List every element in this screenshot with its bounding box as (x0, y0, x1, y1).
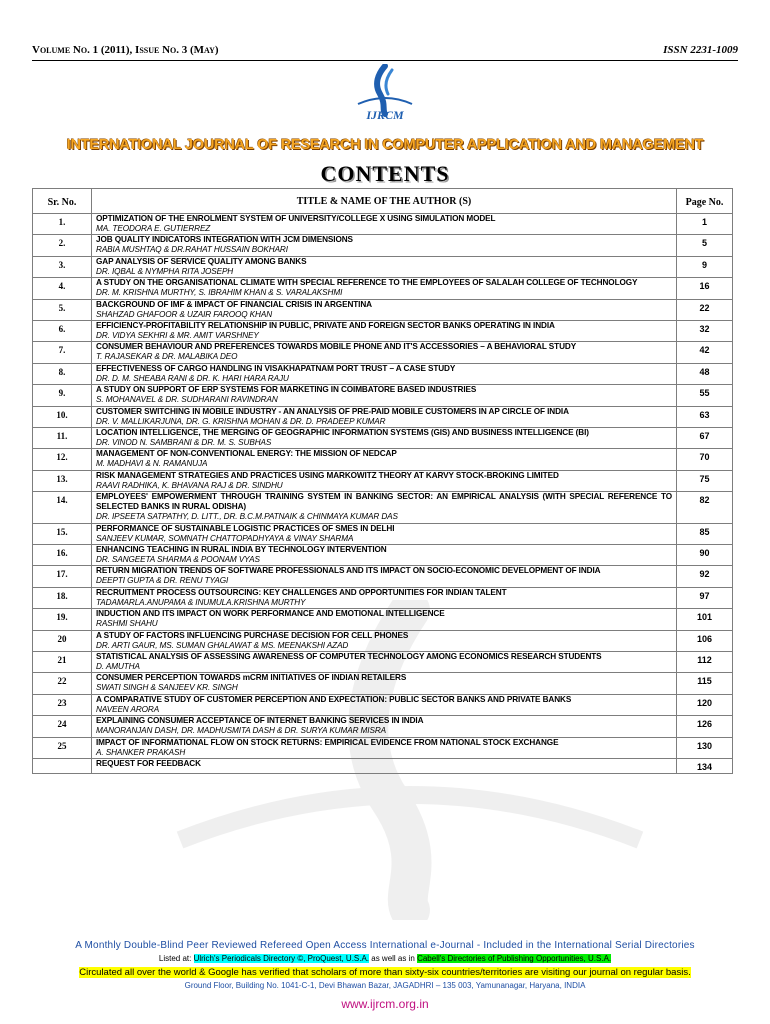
table-row (33, 609, 733, 630)
row-title-cell (92, 278, 677, 299)
table-row (33, 630, 733, 651)
paper-authors: DR. IPSEETA SATPATHY, D. LITT., DR. B.C.M.PATNAIK & CHINMAYA KUMAR DAS (96, 512, 398, 522)
row-sr-no: 18. (33, 587, 92, 608)
paper-title[interactable]: RECRUITMENT PROCESS OUTSOURCING: KEY CHALLENGES AND OPPORTUNITIES FOR INDIAN TALENT (96, 587, 507, 597)
row-page-no: 9 (677, 256, 733, 277)
listed-mid: as well as in (369, 954, 418, 963)
contents-table (32, 188, 733, 774)
paper-title[interactable]: JOB QUALITY INDICATORS INTEGRATION WITH JCM DIMENSIONS (96, 235, 353, 245)
paper-title[interactable]: RETURN MIGRATION TRENDS OF SOFTWARE PROFESSIONALS AND ITS IMPACT ON SOCIO-ECONOMIC DEVELOPMENT OF INDIA (96, 566, 601, 576)
paper-title[interactable]: EFFICIENCY-PROFITABILITY RELATIONSHIP IN PUBLIC, PRIVATE AND FOREIGN SECTOR BANKS OPERATING IN INDIA (96, 321, 555, 331)
row-title-cell (92, 492, 677, 523)
row-sr-no: 6. (33, 321, 92, 342)
cabell-link[interactable]: Cabell's Directories of Publishing Opportunities, U.S.A. (417, 954, 612, 963)
row-title-cell (92, 566, 677, 587)
table-row (33, 470, 733, 491)
row-title-cell (92, 630, 677, 651)
table-row (33, 235, 733, 256)
row-title-cell (92, 759, 677, 774)
table-row (33, 449, 733, 470)
row-title-cell (92, 470, 677, 491)
row-sr-no: 16. (33, 545, 92, 566)
table-row (33, 385, 733, 406)
row-title-cell (92, 214, 677, 235)
row-sr-no: 8. (33, 363, 92, 384)
paper-authors: RABIA MUSHTAQ & DR.RAHAT HUSSAIN BOKHARI (96, 245, 288, 255)
paper-authors: M. MADHAVI & N. RAMANUJA (96, 459, 208, 469)
paper-title[interactable]: EXPLAINING CONSUMER ACCEPTANCE OF INTERNET BANKING SERVICES IN INDIA (96, 716, 424, 726)
row-page-no: 92 (677, 566, 733, 587)
footer-listed (0, 954, 770, 963)
paper-title[interactable]: MANAGEMENT OF NON-CONVENTIONAL ENERGY: THE MISSION OF NEDCAP (96, 449, 397, 459)
paper-authors: SANJEEV KUMAR, SOMNATH CHATTOPADHYAYA & VINAY SHARMA (96, 533, 354, 543)
row-page-no: 42 (677, 342, 733, 363)
row-title-cell (92, 523, 677, 544)
row-title-cell (92, 342, 677, 363)
row-title-cell (92, 363, 677, 384)
table-row (33, 406, 733, 427)
volume-issue: Volume No. 1 (2011), Issue No. 3 (May) (32, 44, 219, 56)
row-title-cell (92, 385, 677, 406)
row-title-cell (92, 545, 677, 566)
paper-title[interactable]: STATISTICAL ANALYSIS OF ASSESSING AWARENESS OF COMPUTER TECHNOLOGY AMONG ECONOMICS RESEARCH STUDENTS (96, 652, 602, 662)
paper-authors: DR. V. MALLIKARJUNA, DR. G. KRISHNA MOHAN & DR. D. PRADEEP KUMAR (96, 416, 386, 426)
row-page-no: 115 (677, 673, 733, 694)
table-row (33, 673, 733, 694)
paper-title[interactable]: BACKGROUND OF IMF & IMPACT OF FINANCIAL CRISIS IN ARGENTINA (96, 299, 372, 309)
paper-authors: DR. VIDYA SEKHRI & MR. AMIT VARSHNEY (96, 330, 259, 340)
footer-address: Ground Floor, Building No. 1041-C-1, Devi Bhawan Bazar, JAGADHRI – 135 003, Yamunanagar, Haryana, INDIA (184, 981, 586, 990)
paper-title[interactable]: OPTIMIZATION OF THE ENROLMENT SYSTEM OF UNIVERSITY/COLLEGE X USING SIMULATION MODEL (96, 214, 496, 223)
row-sr-no: 25 (33, 737, 92, 758)
footer-circulated: Circulated all over the world & Google has verified that scholars of more than sixty-six countries/territories are visiting our journal on regular basis. (79, 967, 691, 978)
footer-website-link[interactable]: www.ijrcm.org.in (341, 997, 429, 1011)
row-sr-no (33, 759, 92, 774)
table-row (33, 299, 733, 320)
table-row (33, 737, 733, 758)
paper-title[interactable]: A COMPARATIVE STUDY OF CUSTOMER PERCEPTION AND EXPECTATION: PUBLIC SECTOR BANKS AND PRIVATE BANKS (96, 694, 572, 704)
row-page-no: 82 (677, 492, 733, 523)
paper-authors: T. RAJASEKAR & DR. MALABIKA DEO (96, 352, 238, 362)
paper-authors: TADAMARLA.ANUPAMA & INUMULA.KRISHNA MURTHY (96, 597, 306, 607)
header-rule (32, 60, 738, 61)
table-row (33, 256, 733, 277)
header-sr-no: Sr. No. (33, 189, 92, 214)
row-sr-no: 5. (33, 299, 92, 320)
paper-authors: SHAHZAD GHAFOOR & UZAIR FAROOQ KHAN (96, 309, 273, 319)
row-title-cell (92, 609, 677, 630)
ulrich-link[interactable]: Ulrich's Periodicals Directory ©, ProQuest, U.S.A. (193, 954, 370, 963)
paper-title[interactable]: EFFECTIVENESS OF CARGO HANDLING IN VISAKHAPATNAM PORT TRUST – A CASE STUDY (96, 363, 456, 373)
row-title-cell (92, 673, 677, 694)
table-row (33, 321, 733, 342)
paper-authors: MA. TEODORA E. GUTIERREZ (96, 223, 211, 233)
row-page-no: 67 (677, 428, 733, 449)
page-header (32, 44, 738, 60)
row-page-no: 130 (677, 737, 733, 758)
paper-authors: MANORANJAN DASH, DR. MADHUSMITA DASH & DR. SURYA KUMAR MISRA (96, 726, 386, 736)
row-page-no: 134 (677, 759, 733, 774)
paper-authors: DR. IQBAL & NYMPHA RITA JOSEPH (96, 266, 234, 276)
row-title-cell (92, 737, 677, 758)
row-title-cell (92, 321, 677, 342)
paper-title[interactable]: CONSUMER PERCEPTION TOWARDS mCRM INITIATIVES OF INDIAN RETAILERS (96, 673, 407, 683)
row-title-cell (92, 256, 677, 277)
row-sr-no: 17. (33, 566, 92, 587)
row-page-no: 126 (677, 716, 733, 737)
contents-title: CONTENTS (320, 161, 450, 186)
row-page-no: 63 (677, 406, 733, 427)
table-row (33, 694, 733, 715)
row-page-no: 90 (677, 545, 733, 566)
paper-authors: DR. SANGEETA SHARMA & POONAM VYAS (96, 554, 260, 564)
paper-title[interactable]: GAP ANALYSIS OF SERVICE QUALITY AMONG BANKS (96, 256, 307, 266)
row-title-cell (92, 587, 677, 608)
row-sr-no: 9. (33, 385, 92, 406)
row-page-no: 1 (677, 214, 733, 235)
paper-title[interactable]: EMPLOYEES' EMPOWERMENT THROUGH TRAINING SYSTEM IN BANKING SECTOR: AN EMPIRICAL ANALYSIS (WITH SPECIAL REFERENCE TO SELECTED BANKS IN RURAL ODISHA) (96, 492, 672, 512)
paper-title[interactable]: A STUDY ON THE ORGANISATIONAL CLIMATE WITH SPECIAL REFERENCE TO THE EMPLOYEES OF SALALAH COLLEGE OF TECHNOLOGY (96, 278, 638, 288)
paper-title[interactable]: PERFORMANCE OF SUSTAINABLE LOGISTIC PRACTICES OF SMES IN DELHI (96, 523, 395, 533)
row-sr-no: 3. (33, 256, 92, 277)
paper-authors: DR. D. M. SHEABA RANI & DR. K. HARI HARA RAJU (96, 373, 289, 383)
row-sr-no: 19. (33, 609, 92, 630)
journal-title: INTERNATIONAL JOURNAL OF RESEARCH IN COMPUTER APPLICATION AND MANAGEMENT (66, 137, 704, 153)
paper-title[interactable]: LOCATION INTELLIGENCE, THE MERGING OF GEOGRAPHIC INFORMATION SYSTEMS (GIS) AND BUSINESS INTELLIGENCE (BI) (96, 428, 589, 438)
table-row (33, 566, 733, 587)
row-sr-no: 10. (33, 406, 92, 427)
paper-title[interactable]: RISK MANAGEMENT STRATEGIES AND PRACTICES USING MARKOWITZ THEORY AT KARVY STOCK-BROKING LIMITED (96, 470, 559, 480)
table-row (33, 492, 733, 523)
row-sr-no: 23 (33, 694, 92, 715)
row-page-no: 22 (677, 299, 733, 320)
row-title-cell (92, 406, 677, 427)
table-row (33, 428, 733, 449)
row-page-no: 97 (677, 587, 733, 608)
table-row (33, 342, 733, 363)
table-row-feedback (33, 759, 733, 774)
row-title-cell (92, 299, 677, 320)
row-sr-no: 14. (33, 492, 92, 523)
row-sr-no: 12. (33, 449, 92, 470)
paper-title[interactable]: CUSTOMER SWITCHING IN MOBILE INDUSTRY - AN ANALYSIS OF PRE-PAID MOBILE CUSTOMERS IN AP CIRCLE OF INDIA (96, 406, 569, 416)
row-sr-no: 11. (33, 428, 92, 449)
listed-prefix: Listed at: (158, 954, 194, 963)
row-title-cell (92, 428, 677, 449)
logo-text: IJRCM (366, 108, 404, 122)
row-title-cell (92, 694, 677, 715)
paper-title[interactable]: IMPACT OF INFORMATIONAL FLOW ON STOCK RETURNS: EMPIRICAL EVIDENCE FROM NATIONAL STOCK EXCHANGE (96, 737, 559, 747)
row-title-cell (92, 235, 677, 256)
paper-title[interactable]: A STUDY OF FACTORS INFLUENCING PURCHASE DECISION FOR CELL PHONES (96, 630, 409, 640)
paper-title[interactable]: CONSUMER BEHAVIOUR AND PREFERENCES TOWARDS MOBILE PHONE AND IT'S ACCESSORIES – A BEHAVIORAL STUDY (96, 342, 577, 352)
table-row (33, 363, 733, 384)
row-page-no: 120 (677, 694, 733, 715)
row-page-no: 101 (677, 609, 733, 630)
paper-authors: DR. ARTI GAUR, MS. SUMAN GHALAWAT & MS. MEENAKSHI AZAD (96, 640, 349, 650)
table-row (33, 652, 733, 673)
row-page-no: 16 (677, 278, 733, 299)
row-page-no: 55 (677, 385, 733, 406)
paper-title[interactable]: INDUCTION AND ITS IMPACT ON WORK PERFORMANCE AND EMOTIONAL INTELLIGENCE (96, 609, 445, 619)
row-sr-no: 4. (33, 278, 92, 299)
table-row (33, 523, 733, 544)
row-sr-no: 15. (33, 523, 92, 544)
row-page-no: 112 (677, 652, 733, 673)
paper-authors: A. SHANKER PRAKASH (96, 747, 186, 757)
row-page-no: 32 (677, 321, 733, 342)
table-row (33, 587, 733, 608)
feedback-title[interactable]: REQUEST FOR FEEDBACK (96, 759, 201, 769)
table-row (33, 214, 733, 235)
header-page-no: Page No. (677, 189, 733, 214)
row-page-no: 70 (677, 449, 733, 470)
row-sr-no: 2. (33, 235, 92, 256)
paper-authors: RASHMI SHAHU (96, 619, 158, 629)
paper-authors: SWATI SINGH & SANJEEV KR. SINGH (96, 683, 238, 693)
table-row (33, 545, 733, 566)
table-row (33, 716, 733, 737)
header-title: TITLE & NAME OF THE AUTHOR (S) (92, 189, 677, 214)
row-page-no: 106 (677, 630, 733, 651)
row-page-no: 48 (677, 363, 733, 384)
table-row (33, 278, 733, 299)
paper-authors: D. AMUTHA (96, 661, 140, 671)
row-sr-no: 21 (33, 652, 92, 673)
row-title-cell (92, 716, 677, 737)
row-title-cell (92, 449, 677, 470)
paper-authors: DR. M. KRISHNA MURTHY, S. IBRAHIM KHAN & S. VARALAKSHMI (96, 288, 343, 298)
row-page-no: 5 (677, 235, 733, 256)
row-sr-no: 1. (33, 214, 92, 235)
issn: ISSN 2231-1009 (663, 44, 738, 56)
footer-tagline: A Monthly Double-Blind Peer Reviewed Refereed Open Access International e-Journal - Included in the International Serial Directories (75, 940, 695, 951)
paper-title[interactable]: A STUDY ON SUPPORT OF ERP SYSTEMS FOR MARKETING IN COIMBATORE BASED INDUSTRIES (96, 385, 477, 395)
row-page-no: 85 (677, 523, 733, 544)
row-sr-no: 7. (33, 342, 92, 363)
paper-authors: DEEPTI GUPTA & DR. RENU TYAGI (96, 576, 229, 586)
paper-authors: NAVEEN ARORA (96, 704, 160, 714)
row-title-cell (92, 652, 677, 673)
row-sr-no: 13. (33, 470, 92, 491)
paper-authors: DR. VINOD N. SAMBRANI & DR. M. S. SUBHAS (96, 437, 272, 447)
row-page-no: 75 (677, 470, 733, 491)
row-sr-no: 20 (33, 630, 92, 651)
paper-title[interactable]: ENHANCING TEACHING IN RURAL INDIA BY TECHNOLOGY INTERVENTION (96, 545, 387, 554)
row-sr-no: 22 (33, 673, 92, 694)
journal-logo (350, 64, 420, 126)
paper-authors: S. MOHANAVEL & DR. SUDHARANI RAVINDRAN (96, 395, 278, 405)
row-sr-no: 24 (33, 716, 92, 737)
paper-authors: RAAVI RADHIKA, K. BHAVANA RAJ & DR. SINDHU (96, 480, 283, 490)
